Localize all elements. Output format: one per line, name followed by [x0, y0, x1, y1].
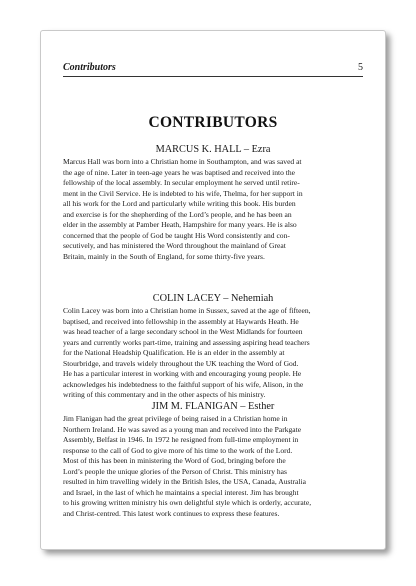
contributor-name: MARCUS K. HALL – Ezra [155, 144, 271, 155]
bio-line: for the National Headship Qualification. He is an elder in the assembly at [63, 348, 285, 357]
bio-line: Britain, mainly in the South of England, for some thirty-five years. [63, 251, 265, 261]
bio-line: elder in the assembly at Pamber Heath, Hampshire for many years. He is also [63, 220, 297, 229]
bio-line: Most of this has been in ministering the Word of God, bringing before the [63, 456, 286, 465]
contributor-entry [63, 401, 363, 519]
contributor-bio [63, 414, 363, 519]
bio-line: concerned that the people of God be taught His Word consistently and con- [63, 230, 290, 240]
bio-line: Assembly, Belfast in 1946. In 1972 he resigned from full-time employment in [63, 435, 299, 444]
contributor-bio [63, 157, 363, 262]
page-title: CONTRIBUTORS [148, 114, 278, 131]
running-head-title: Contributors [63, 62, 116, 73]
contributor-entry [63, 293, 363, 401]
bio-line: baptised, and received into fellowship in the assembly at Haywards Heath. He [63, 316, 299, 326]
bio-line: secutively, and has ministered the Word throughout the mainland of Great [63, 241, 286, 250]
bio-line: Lord’s people the unique glories of the Person of Christ. This ministry has [63, 466, 287, 476]
bio-line: resulted in him travelling widely in the British Isles, the USA, Canada, Australia [63, 477, 306, 486]
bio-line: and Christ-centred. This latest work continues to express these features. [63, 508, 280, 518]
contributor-bio [63, 306, 363, 401]
bio-line: Stourbridge, and travels widely throughout the UK teaching the Word of God. [63, 358, 299, 368]
book-page [40, 30, 386, 550]
bio-line: fellowship of the local assembly. In secular employment he served until retire- [63, 178, 300, 187]
bio-line: He has a particular interest in working with and encouraging young people. He [63, 369, 302, 378]
bio-line: was head teacher of a large secondary school in the West Midlands for fourteen [63, 327, 303, 336]
contributor-entry [63, 144, 363, 262]
bio-line: Northern Ireland. He was saved as a young man and received into the Parkgate [63, 424, 302, 434]
running-head [63, 62, 363, 75]
contributor-name: JIM M. FLANIGAN – Esther [151, 401, 275, 412]
bio-line: writing of this commentary and in the other aspects of his ministry. [63, 390, 266, 399]
bio-line: response to the call of God to give more of his time to the work of the Lord. [63, 445, 293, 455]
bio-line: the age of nine. Later in teen-age years he was baptised and received into the [63, 167, 295, 177]
bio-line: years and currently works part-time, training and assessing aspiring head teachers [63, 337, 310, 347]
bio-line: ment in the Civil Service. He is indebted to his wife, Thelma, for her support in [63, 188, 303, 198]
header-rule [63, 76, 363, 77]
bio-line: acknowledges his indebtedness to the faithful support of his wife, Alison, in the [63, 379, 304, 389]
page-number: 5 [358, 62, 363, 73]
bio-line: Marcus Hall was born into a Christian home in Southampton, and was saved at [63, 157, 302, 166]
bio-line: and exercise is for the shepherding of the Lord’s people, and he has been an [63, 209, 292, 219]
bio-line: Jim Flanigan had the great privilege of being raised in a Christian home in [63, 414, 288, 423]
bio-line: and Israel, in the last of which he maintains a special interest. Jim has brought [63, 487, 299, 497]
bio-line: Colin Lacey was born into a Christian home in Sussex, saved at the age of fifteen, [63, 306, 311, 315]
bio-line: to his growing written ministry his own delightful style which is orderly, accurate, [63, 498, 312, 507]
contributor-name: COLIN LACEY – Nehemiah [152, 293, 274, 304]
bio-line: all his work for the Lord and particularly while writing this book. His burden [63, 199, 296, 208]
